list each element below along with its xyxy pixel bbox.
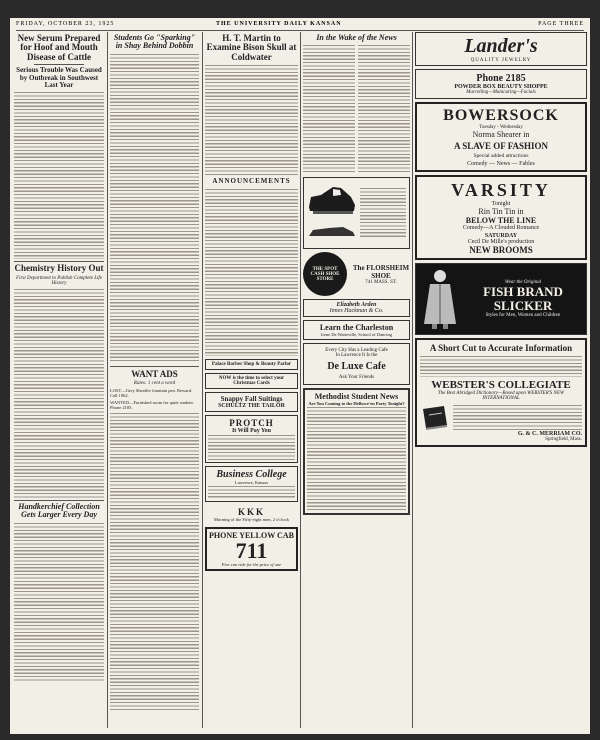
article-sparking-body	[110, 53, 199, 363]
article-bison-body	[205, 64, 298, 176]
ad-business-college: Business College Lawrence, Kansas	[205, 466, 298, 502]
ad-protch: PROTCH It Will Pay You	[205, 415, 298, 463]
column-rule	[107, 32, 108, 728]
column-rule	[300, 32, 301, 728]
announcements-heading: ANNOUNCEMENTS	[212, 177, 291, 186]
column-1	[14, 32, 104, 728]
florsheim-label: The FLORSHEIM SHOE	[352, 263, 410, 280]
headline-chemistry: Chemistry History Out	[14, 263, 104, 274]
page-number: PAGE THREE	[538, 21, 584, 27]
classified-lost-pen: LOST—Grey Sheaffer fountain pen. Reward. Call 1962.	[110, 388, 193, 399]
ad-florsheim	[303, 177, 410, 249]
article-handkerchief-body	[14, 522, 104, 682]
ad-websters: A Short Cut to Accurate Information WEBSTER'S COLLEGIATE The Best Abridged Dictionary—Based upon WEBSTER'S NEW INTERNATIONAL G. & C. MERRIAM CO. Springfield, Mass.	[415, 338, 587, 447]
ad-varsity: VARSITY Tonight Rin Tin Tin in BELOW THE LINE Comedy—A Clouded Romance SATURDAY Cecil De Mille's production NEW BROOMS	[415, 175, 587, 260]
classified-listings	[110, 412, 199, 712]
ad-de-luxe-cafe: Every City Has a Leading Cafe In Lawrence It Is the De Luxe Cafe Ask Your Friends	[303, 343, 410, 385]
headline-handkerchief: Handkerchief Collection Gets Larger Every Day	[18, 501, 100, 520]
ad-charleston: Learn the Charleston Irene De Watteville, School of Dancing	[303, 320, 410, 340]
article-serum-body	[14, 91, 104, 259]
ad-methodist-news: Methodist Student News Are You Coming to the Hellowe'en Party Tonight?	[303, 388, 410, 515]
ad-elizabeth-arden: Elizabeth Arden Innes Hackman & Co.	[303, 299, 410, 317]
headline-serum: New Serum Prepared for Hoof and Mouth Disease of Cattle	[17, 33, 101, 62]
shoe-icon	[307, 181, 357, 219]
spot-cash-logo: THE SPOT CASH SHOE STORE	[303, 252, 347, 296]
newspaper-page	[10, 18, 590, 734]
ad-yellow-cab: PHONE YELLOW CAB 711 Five can ride for the price of one	[205, 527, 298, 571]
subhead-chemistry: First Department to Publish Complete Life History	[16, 275, 102, 286]
column-4	[303, 32, 410, 728]
masthead	[16, 20, 584, 31]
paper-name: THE UNIVERSITY DAILY KANSAN	[216, 21, 342, 27]
headline-sparking: Students Go "Sparking" in Shay Behind Dobbin	[113, 33, 196, 51]
dictionary-book-icon	[420, 403, 450, 431]
ad-bowersock: BOWERSOCK Tuesday - Wednesday Norma Shearer in A SLAVE OF FASHION Special added attractions Comedy — News — Fables	[415, 102, 587, 172]
ad-christmas-cards: NOW is the time to select your Christmas Cards	[205, 373, 298, 389]
announcements-body	[205, 188, 298, 356]
ad-powder-box: Phone 2185 POWDER BOX BEAUTY SHOPPE Marcelling—Manicuring—Facials	[415, 69, 587, 99]
news-column-left	[303, 44, 355, 174]
column-rule	[412, 32, 413, 728]
shoe-icon	[307, 224, 357, 240]
ad-schultz-tailor: Snappy Fall Suitings SCHULTZ THE TAILOR	[205, 392, 298, 412]
want-ads-heading: WANT ADS	[131, 368, 178, 379]
classified-wanted-room: WANTED—Furnished room for quiet student. Phone 2185.	[110, 400, 194, 411]
column-2	[110, 32, 199, 728]
news-column-right	[358, 44, 410, 174]
article-chemistry-body	[14, 288, 104, 498]
ad-fish-brand: Wear the Original FISH BRAND SLICKER Styles for Men, Women and Children	[415, 263, 587, 335]
headline-bison: H. T. Martin to Examine Bison Skull at Coldwater	[206, 33, 297, 62]
issue-date: FRIDAY, OCTOBER 23, 1925	[16, 21, 115, 27]
ad-kkk: KKK Morning of the Fifty-eight men, 2 o'clock	[214, 506, 289, 522]
subhead-serum: Serious Trouble Was Caused by Outbreak in Southwest Last Year	[16, 66, 102, 89]
column-rule	[202, 32, 203, 728]
column-5	[415, 32, 587, 728]
spot-cash-address: 741 MASS. ST.	[365, 279, 397, 285]
column-3	[205, 32, 298, 728]
raincoat-figure-icon	[420, 268, 460, 330]
headline-wake-of-news: In the Wake of the News	[316, 33, 397, 42]
want-ads-rates: Rates: 1 cent a word	[133, 381, 176, 387]
ad-landers: Lander's QUALITY JEWELRY	[415, 32, 587, 66]
ad-palace-barber: Palace Barber Shop & Beauty Parlor	[205, 359, 298, 370]
